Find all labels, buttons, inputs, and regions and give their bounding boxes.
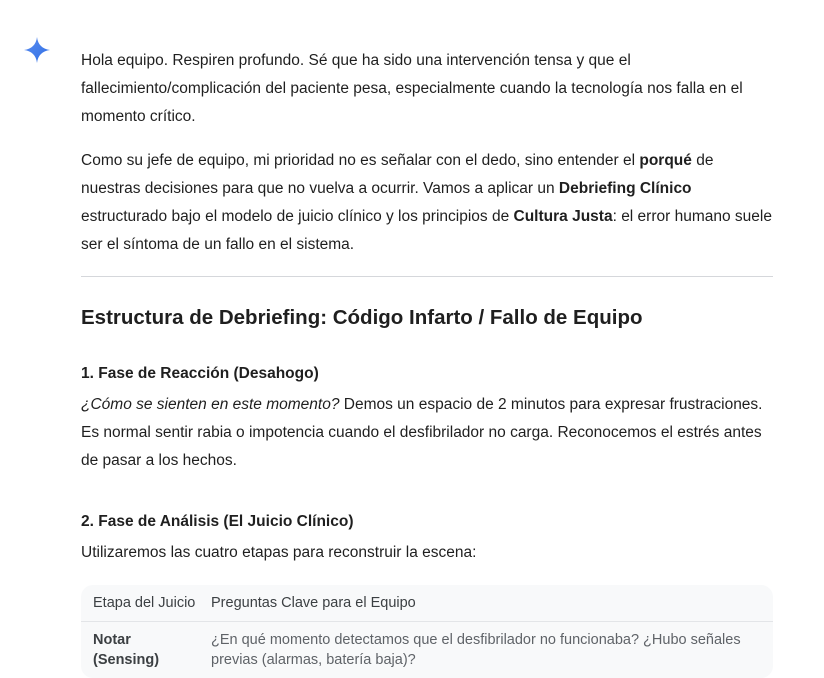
table-row xyxy=(81,621,773,678)
table-header-row xyxy=(81,585,773,621)
response-body xyxy=(81,47,773,678)
phase-1-text: Demos un espacio de 2 minutos para expresar frustraciones. Es normal sentir rabia o impotencia cuando el desfibrilador no carga. Reconocemos el estrés antes de pasar a los hechos. xyxy=(81,396,763,469)
text-span: : el error humano suele ser el síntoma de un fallo en el sistema. xyxy=(81,208,772,253)
text-span: Como su jefe de equipo, mi prioridad no es señalar con el dedo, sino entender el xyxy=(81,152,640,169)
intro-paragraph-2 xyxy=(81,147,773,259)
bold-cultura-justa: Cultura Justa xyxy=(513,208,613,225)
text-span: estructurado bajo el modelo de juicio clínico y los principios de xyxy=(81,208,514,225)
table-cell-question: ¿En qué momento detectamos que el desfibrilador no funcionaba? ¿Hubo señales previas (alarmas, batería baja)? xyxy=(211,632,741,668)
divider xyxy=(81,276,773,277)
judgment-table xyxy=(81,585,773,678)
phase-1-heading: 1. Fase de Reacción (Desahogo) xyxy=(81,365,319,382)
phase-1-paragraph xyxy=(81,391,773,475)
phase-2-intro: Utilizaremos las cuatro etapas para reconstruir la escena: xyxy=(81,544,477,561)
gemini-spark-icon xyxy=(24,37,50,63)
phase-2-heading: 2. Fase de Análisis (El Juicio Clínico) xyxy=(81,513,354,530)
table-cell-stage: Notar (Sensing) xyxy=(93,632,160,668)
bold-debriefing: Debriefing Clínico xyxy=(558,180,692,197)
text-span: de nuestras decisiones para que no vuelva a ocurrir. Vamos a aplicar un xyxy=(81,152,714,197)
intro-paragraph: Hola equipo. Respiren profundo. Sé que ha sido una intervención tensa y que el fallecimiento/complicación del paciente pesa, especialmente cuando la tecnología nos falla en el momento crítico. xyxy=(81,52,743,125)
table-header-cell: Etapa del Juicio xyxy=(93,595,196,611)
bold-porque: porqué xyxy=(639,152,692,169)
table-header-cell: Preguntas Clave para el Equipo xyxy=(211,595,416,611)
section-heading: Estructura de Debriefing: Código Infarto / Fallo de Equipo xyxy=(81,306,643,329)
phase-1-question: ¿Cómo se sienten en este momento? xyxy=(81,396,340,413)
